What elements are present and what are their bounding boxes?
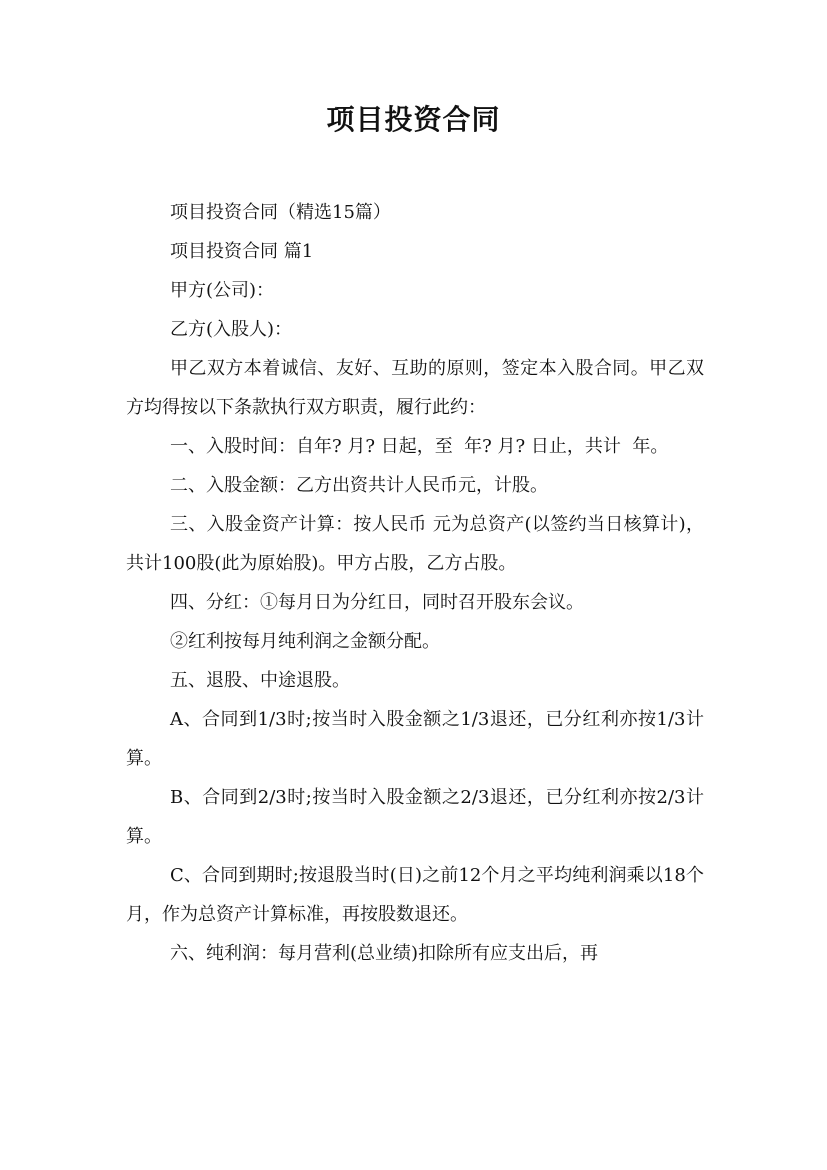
paragraph-collection-heading: 项目投资合同（精选15篇） [170,202,391,223]
paragraph-clause-4: 四、分红：①每月日为分红日，同时召开股东会议。 [170,592,584,613]
paragraph-clause-5-b: B、合同到2/3时;按当时入股金额之2/3退还，已分红利亦按2/3计算。 [126,787,704,847]
paragraph-clause-2: 二、入股金额：乙方出资共计人民币元，计股。 [170,475,548,496]
paragraph-party-b: 乙方(入股人)： [170,319,293,340]
paragraph-clause-5: 五、退股、中途退股。 [170,670,350,691]
document-body [126,193,704,973]
paragraph-clause-3: 三、入股金资产计算：按人民币 元为总资产(以签约当日核算计)，共计100股(此为原始股)。甲方占股，乙方占股。 [126,514,704,574]
document-title: 项目投资合同 [326,103,501,136]
paragraph-clause-5-c: C、合同到期时;按退股当时(日)之前12个月之平均纯利润乘以18个月，作为总资产计算标准，再按股数退还。 [126,865,704,925]
paragraph-preamble: 甲乙双方本着诚信、友好、互助的原则，签定本入股合同。甲乙双方均得按以下条款执行双方职责，履行此约： [126,358,704,418]
paragraph-section-heading: 项目投资合同 篇1 [170,241,314,262]
paragraph-clause-1: 一、入股时间：自年? 月? 日起，至 年? 月? 日止，共计 年。 [170,436,669,457]
paragraph-clause-6: 六、纯利润：每月营利(总业绩)扣除所有应支出后，再 [170,943,599,964]
paragraph-clause-5-a: A、合同到1/3时;按当时入股金额之1/3退还，已分红利亦按1/3计算。 [126,709,704,769]
paragraph-party-a: 甲方(公司)： [170,280,275,301]
paragraph-clause-4-item-2: ②红利按每月纯利润之金额分配。 [170,631,440,652]
